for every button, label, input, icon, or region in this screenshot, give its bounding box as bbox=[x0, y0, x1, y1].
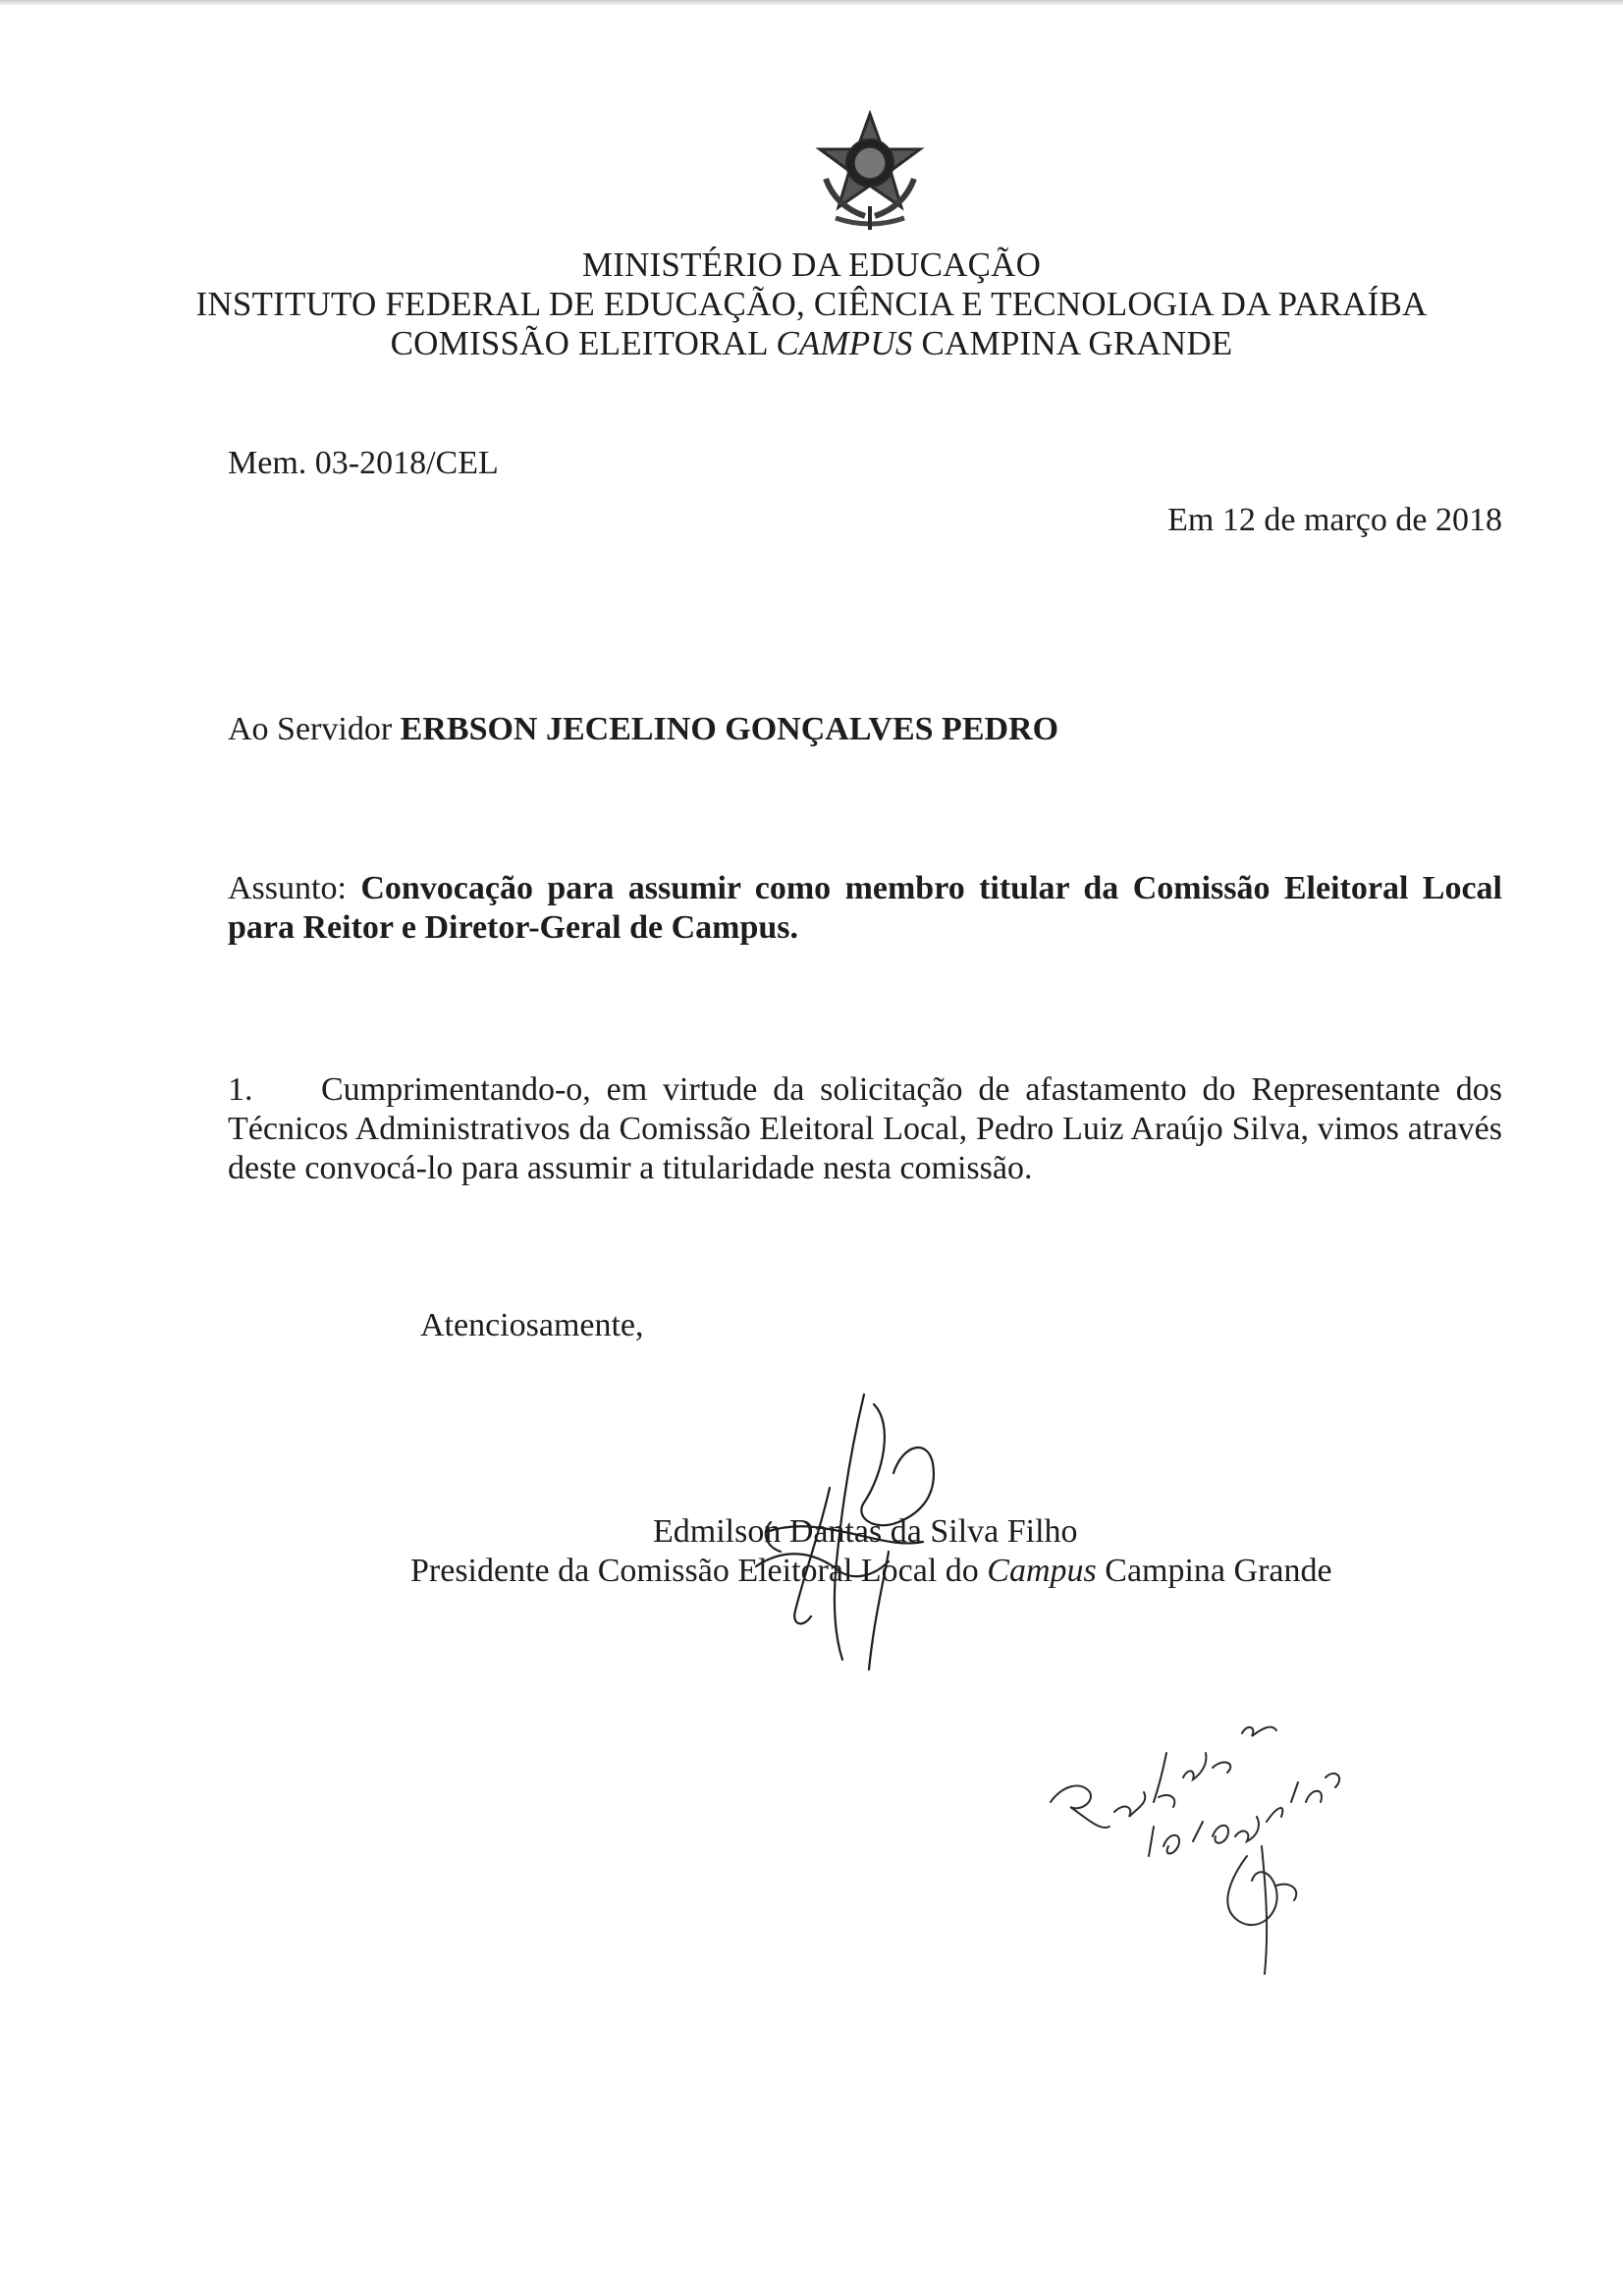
memo-date: Em 12 de março de 2018 bbox=[1167, 502, 1502, 538]
subject-line bbox=[228, 869, 1502, 948]
scan-top-edge bbox=[0, 0, 1623, 5]
institute-heading: INSTITUTO FEDERAL DE EDUCAÇÃO, CIÊNCIA E TECNOLOGIA DA PARAÍBA bbox=[195, 285, 1428, 323]
signer-role-suffix: Campina Grande bbox=[1105, 1553, 1332, 1589]
memo-number: Mem. 03-2018/CEL bbox=[228, 445, 499, 481]
commission-prefix: COMISSÃO ELEITORAL bbox=[390, 324, 768, 362]
ministry-heading: MINISTÉRIO DA EDUCAÇÃO bbox=[581, 246, 1042, 284]
signer-role-campus-word: Campus bbox=[987, 1553, 1097, 1589]
item-number: 1. bbox=[228, 1071, 253, 1108]
commission-heading bbox=[0, 324, 1623, 363]
recipient-line bbox=[228, 710, 1058, 749]
recipient-name: ERBSON JECELINO GONÇALVES PEDRO bbox=[400, 711, 1059, 747]
body-paragraph bbox=[228, 1070, 1502, 1188]
recipient-prefix: Ao Servidor bbox=[228, 711, 393, 747]
commission-suffix: CAMPINA GRANDE bbox=[921, 324, 1233, 362]
signer-role-prefix: Presidente da Comissão Eleitoral Local do bbox=[410, 1553, 979, 1589]
signer-role bbox=[410, 1552, 1332, 1591]
closing: Atenciosamente, bbox=[420, 1307, 644, 1343]
commission-campus-word: CAMPUS bbox=[776, 324, 913, 362]
signer-name: Edmilson Dantas da Silva Filho bbox=[653, 1513, 1078, 1550]
subject-text: Convocação para assumir como membro titular da Comissão Eleitoral Local para Reitor e Diretor-Geral de Campus. bbox=[228, 870, 1503, 946]
paragraph-text: Cumprimentando-o, em virtude da solicitação de afastamento do Representante dos Técnicos Administrativos da Comissão Eleitoral Local, Pedro Luiz Araújo Silva, vimos através deste convocá-lo para assumir a titularidade nesta comissão. bbox=[228, 1071, 1502, 1186]
coat-of-arms-icon bbox=[806, 108, 934, 236]
subject-label: Assunto: bbox=[228, 870, 347, 906]
receipt-note-signature-icon bbox=[1041, 1709, 1355, 1984]
